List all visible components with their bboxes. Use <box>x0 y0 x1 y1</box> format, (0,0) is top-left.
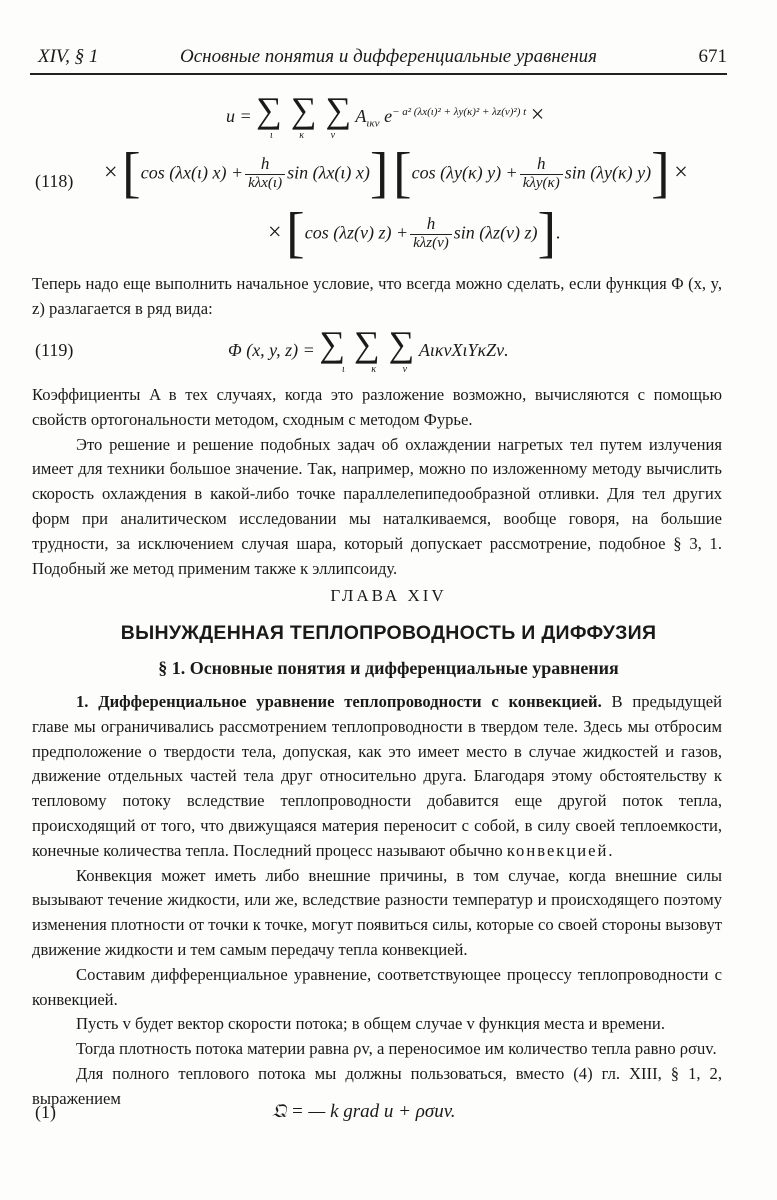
para-coefficients <box>32 383 722 581</box>
eq119-number: (119) <box>35 340 74 360</box>
running-head <box>30 46 727 72</box>
para-initial-condition <box>32 272 722 322</box>
eq119-lhs: Φ (x, y, z) = <box>228 340 315 360</box>
eq118-times-4: × <box>268 219 282 246</box>
section-body <box>32 690 722 1112</box>
para-compose: Составим дифференциальное уравнение, соответствующее процессу теплопроводности с конвекцией. <box>32 964 722 1009</box>
eq119 <box>228 326 509 362</box>
eq118-sums: ∑ ∑ ∑ <box>256 90 352 130</box>
eq119-sums: ∑ ∑ ∑ <box>319 324 415 364</box>
para-solution-text: Это решение и решение подобных задач об охлаждении нагретых тел путем излучения имеет для техники большое значение. Так, например, можно по изложенному методу вычислить скорость охлаждения в какой-либо точке параллелепипедообразной отливки. Для тел других форм при аналитическом исследовании мы наталкиваемся, вообще говоря, на большие трудности, за исключением случая шара, который допускает рассмотрение, подобное § 3, 1. Подобный же метод применим также к эллипсоиду. <box>32 434 722 578</box>
eq118-b2-cos: cos (λy(κ) y) + <box>411 162 518 183</box>
chapter-label: ГЛАВА XIV <box>330 586 447 605</box>
page-number: 671 <box>698 46 727 67</box>
eq118-times-1: × <box>530 102 545 128</box>
eq118-b3-sin: sin (λz(ν) z) <box>453 222 538 243</box>
eq118-b1-den: kλx(ι) <box>248 175 283 191</box>
eq118-exp-base: e <box>384 106 393 126</box>
eq119-sum-indices: ι κ ν <box>342 364 420 375</box>
header-rule <box>30 73 727 75</box>
eq118-line1 <box>226 92 544 130</box>
eq118-coef-sub: ικν <box>366 117 380 130</box>
para-density: Тогда плотность потока материи равна ρv, а переносимое им количество тепла равно ρσuv. <box>76 1039 717 1059</box>
eq118-b3-den: kλz(ν) <box>413 235 449 251</box>
eq118-exponent: − a² (λx(ι)² + λy(κ)² + λz(ν)²) t <box>392 106 527 118</box>
eq118-b1-num: h <box>245 154 285 175</box>
running-title: Основные понятия и дифференциальные уравнения <box>180 46 597 67</box>
eq118-times-3: × <box>674 159 688 186</box>
para-intro <box>32 690 722 864</box>
eq118-b1-sin: sin (λx(ι) x) <box>287 162 370 183</box>
eq118-number: (118) <box>35 171 74 191</box>
eq118-b2-sin: sin (λy(κ) y) <box>564 162 652 183</box>
para-convection: Конвекция может иметь либо внешние причины, в том случае, когда внешние силы вызывают течение жидкости, или же, вследствие разности температур и происходящего поэтому изменения плотности от точки к точке, могут появиться силы, которые со своей стороны вызовут движение жидкости и тем самым передачу тепла конвекцией. <box>32 865 722 959</box>
para-full-flow: Для полного теплового потока мы должны пользоваться, вместо (4) гл. XIII, § 1, 2, выражением <box>32 1063 722 1108</box>
para-initial-condition-text: Теперь надо еще выполнить начальное условие, что всегда можно сделать, если функция Φ (x, y, z) разлагается в ряд вида: <box>32 274 722 318</box>
para-intro-text: В предыдущей главе мы ограничивались рассмотрением теплопроводности в твердом теле. Здесь мы отбросим предположение о твердости тела, допуская, как это имеет место в случае жидкостей и газов, движение отдельных частей тела друг относительно друга. Благодаря этому обстоятельству к тепловому потоку вследствие теплопроводности добавится еще другой поток тепла, происходящий от того, что движущаяся материя переносит с собой, в силу своей теплоемкости, конечные количества тепла. Последний процесс называют обычно <box>32 692 722 860</box>
eq1-formula: 𝔔 = — k grad u + ρσuv. <box>272 1101 456 1122</box>
eq119-body: AικνXιYκZν. <box>418 340 509 360</box>
eq118-b3-cos: cos (λz(ν) z) + <box>304 222 409 243</box>
eq118-times-2: × <box>104 159 118 186</box>
eq1-number: (1) <box>35 1102 56 1122</box>
eq118-sum-indices: ι κ ν <box>270 130 348 141</box>
term-convection: конвекцией. <box>506 840 615 860</box>
eq118-line3: × [cos (λz(ν) z) + $\frac{h}{\text{kλz(ν)}}$ sin (λz(ν) z)]. <box>268 202 561 264</box>
chapter-title: ВЫНУЖДЕННАЯ ТЕПЛОПРОВОДНОСТЬ И ДИФФУЗИЯ <box>120 622 657 644</box>
eq118-b2-den: kλy(κ) <box>522 175 560 191</box>
subsection-title: 1. Дифференциальное уравнение теплопроводности с конвекцией. <box>76 692 602 711</box>
section-title: § 1. Основные понятия и дифференциальные уравнения <box>158 658 619 678</box>
eq118-line2: × [cos (λx(ι) x) + $\frac{h}{\text{kλx(ι)}}$ sin (λx(ι) x)] [cos (λy(κ) y) + $\frac{h}{\text{kλy(κ)}}$ sin (λy(κ) y)] × <box>104 142 688 204</box>
para-let-v: Пусть v будет вектор скорости потока; в общем случае v функция места и времени. <box>76 1014 665 1034</box>
eq118-coef: A <box>355 106 367 126</box>
eq118-end: . <box>556 222 561 243</box>
eq118-b1-cos: cos (λx(ι) x) + <box>140 162 244 183</box>
eq118-b3-num: h <box>410 214 452 235</box>
chapter-section-ref: XIV, § 1 <box>38 46 99 67</box>
para-coefficients-text: Коэффициенты A в тех случаях, когда это разложение возможно, вычисляются с помощью свойств ортогональности методом, сходным с методом Фурье. <box>32 385 722 429</box>
eq118-b2-num: h <box>520 154 563 175</box>
eq118-lhs: u = <box>226 106 252 126</box>
